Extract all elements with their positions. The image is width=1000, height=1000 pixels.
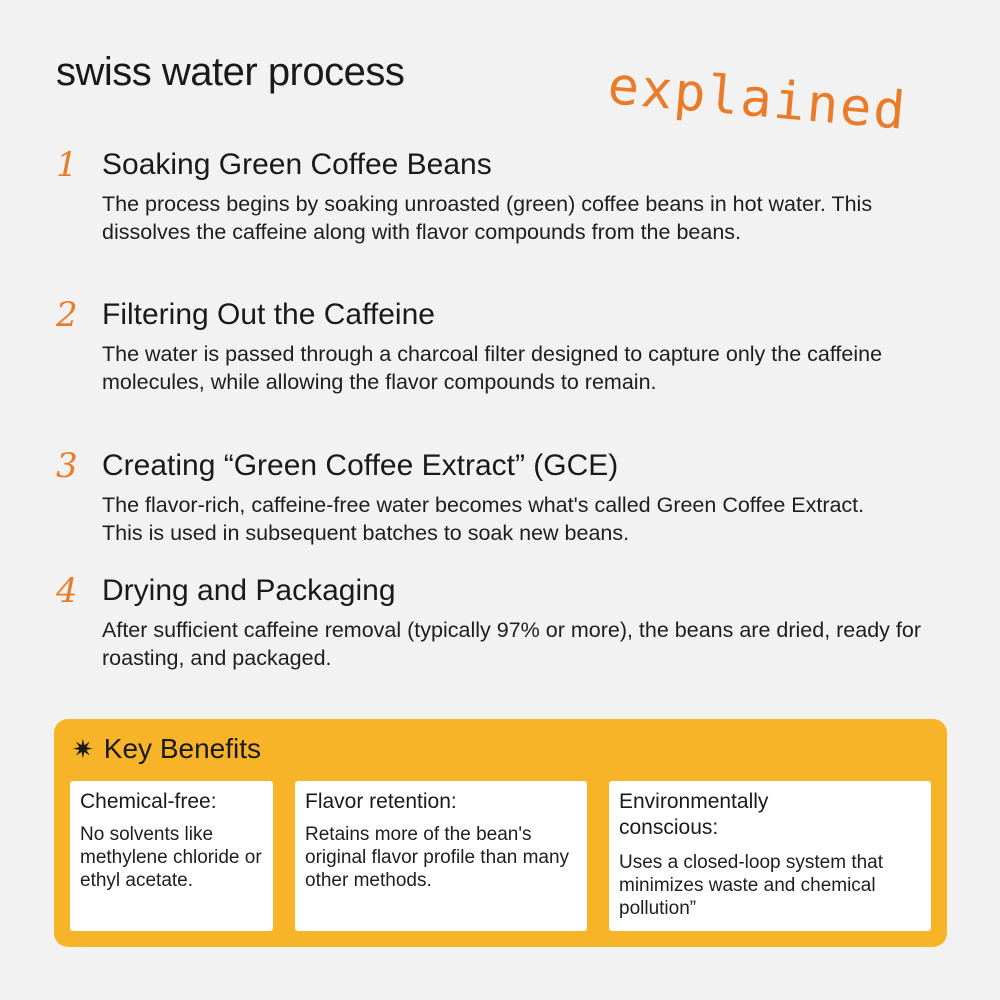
benefit-description: Uses a closed-loop system that minimizes waste and chemical pollution” — [619, 852, 884, 919]
step-title: Filtering Out the Caffeine — [102, 298, 435, 331]
key-benefits-heading — [72, 733, 261, 765]
benefit-card-flavor-retention — [295, 781, 587, 931]
step-number: 1 — [56, 145, 78, 185]
asterisk-icon: ✷ — [72, 734, 94, 764]
step-number: 3 — [56, 446, 78, 486]
step-title: Drying and Packaging — [102, 574, 396, 607]
benefit-title: Chemical-free: — [80, 790, 217, 813]
benefit-title: Environmentally conscious: — [619, 790, 769, 839]
key-benefits-panel — [54, 719, 947, 947]
benefit-description: Retains more of the bean's original flavor profile than many other methods. — [305, 824, 570, 891]
page-title: swiss water process — [56, 50, 405, 94]
explained-accent-word: explained — [605, 56, 910, 143]
step-number: 2 — [56, 295, 78, 335]
step-description: After sufficient caffeine removal (typically 97% or more), the beans are dried, ready for roasting, and packaged. — [102, 618, 921, 670]
benefit-card-chemical-free — [70, 781, 273, 931]
step-number: 4 — [56, 571, 78, 611]
step-description: The water is passed through a charcoal filter designed to capture only the caffeine molecules, while allowing the flavor compounds to remain. — [102, 342, 883, 394]
step-description: The flavor-rich, caffeine-free water becomes what's called Green Coffee Extract. This is used in subsequent batches to soak new beans. — [102, 493, 865, 545]
benefit-card-environmentally-conscious — [609, 781, 931, 931]
benefit-title: Flavor retention: — [305, 790, 457, 813]
key-benefits-title: Key Benefits — [103, 733, 261, 764]
benefit-description: No solvents like methylene chloride or ethyl acetate. — [80, 824, 262, 891]
step-description: The process begins by soaking unroasted (green) coffee beans in hot water. This dissolves the caffeine along with flavor compounds from the beans. — [102, 192, 873, 244]
step-title: Creating “Green Coffee Extract” (GCE) — [102, 449, 619, 482]
step-title: Soaking Green Coffee Beans — [102, 148, 492, 181]
